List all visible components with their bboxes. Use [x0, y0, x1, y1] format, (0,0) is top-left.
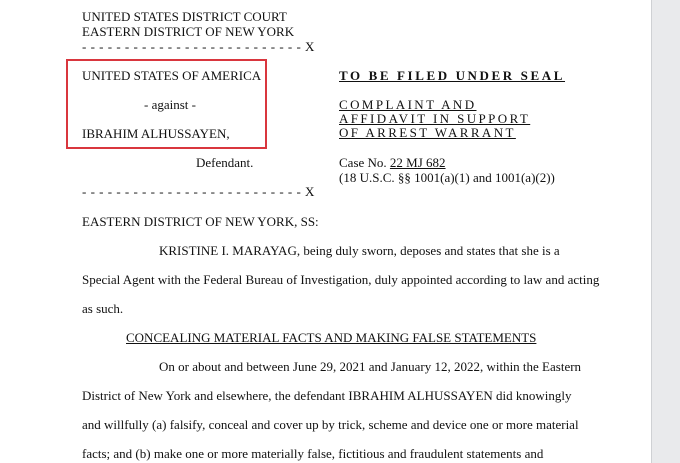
- venue-line: EASTERN DISTRICT OF NEW YORK, SS:: [82, 214, 319, 229]
- caption-separator-bottom: - - - - - - - - - - - - - - - - - - - - - - - - - - X: [82, 184, 315, 199]
- complaint-title-line1: COMPLAINT AND: [339, 97, 477, 112]
- court-name-line2: EASTERN DISTRICT OF NEW YORK: [82, 24, 295, 39]
- complaint-title-line3: OF ARREST WARRANT: [339, 125, 516, 140]
- charge-line3: and willfully (a) falsify, conceal and cover up by trick, scheme and device one or more material: [82, 417, 579, 432]
- complaint-title-line2: AFFIDAVIT IN SUPPORT: [339, 111, 531, 126]
- plaintiff-name: UNITED STATES OF AMERICA: [82, 68, 262, 83]
- charge-line4: facts; and (b) make one or more materially false, fictitious and fraudulent statements and: [82, 446, 544, 461]
- caption-separator-top: - - - - - - - - - - - - - - - - - - - - - - - - - - X: [82, 39, 315, 54]
- charge-line1: On or about and between June 29, 2021 and January 12, 2022, within the Eastern: [159, 359, 582, 374]
- seal-notice: TO BE FILED UNDER SEAL: [339, 68, 566, 83]
- case-number: [390, 155, 560, 170]
- section-heading: CONCEALING MATERIAL FACTS AND MAKING FALSE STATEMENTS: [126, 330, 537, 345]
- against-label: - against -: [144, 97, 196, 112]
- affidavit-line1: KRISTINE I. MARAYAG, being duly sworn, deposes and states that she is a: [159, 243, 560, 258]
- affidavit-line2: Special Agent with the Federal Bureau of Investigation, duly appointed according to law and acting: [82, 272, 600, 287]
- case-number-prefix: Case No.: [339, 155, 387, 170]
- case-number-value: 22 MJ 682: [389, 155, 446, 170]
- affidavit-line3: as such.: [82, 301, 124, 316]
- case-number-line: [339, 155, 560, 170]
- defendant-name: IBRAHIM ALHUSSAYEN,: [82, 126, 230, 141]
- court-name-line1: UNITED STATES DISTRICT COURT: [82, 9, 287, 24]
- charge-line2: District of New York and elsewhere, the defendant IBRAHIM ALHUSSAYEN did knowingly: [82, 388, 572, 403]
- defendant-label: Defendant.: [196, 155, 254, 170]
- viewer-margin: [652, 0, 680, 463]
- statute-citation: (18 U.S.C. §§ 1001(a)(1) and 1001(a)(2)): [339, 170, 555, 185]
